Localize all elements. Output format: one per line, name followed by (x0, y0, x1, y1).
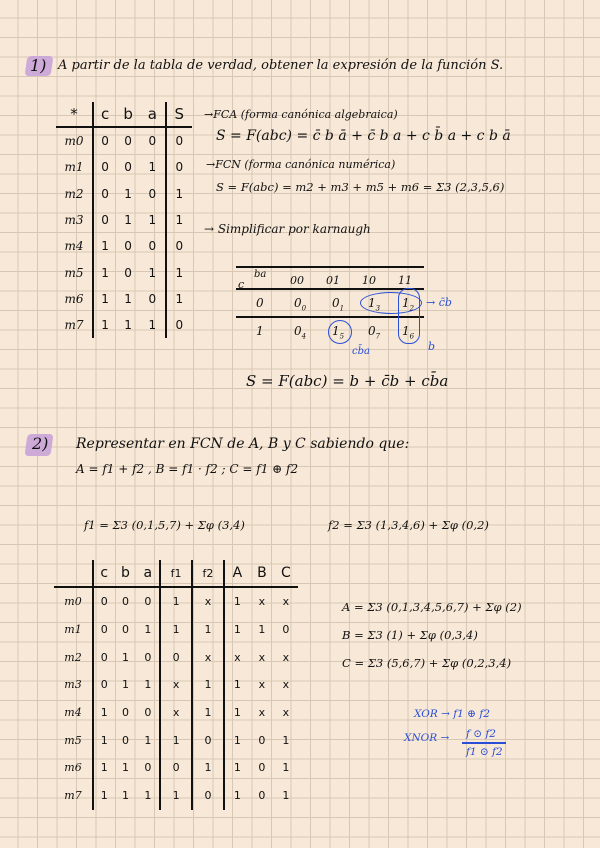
table2-cell: 0 (258, 789, 266, 803)
kmap-group-cba-label: cb̄a (352, 346, 370, 357)
table2-header-c: c (93, 560, 115, 587)
table1-header-b: b (116, 102, 140, 127)
table2-cell: 1 (224, 616, 250, 644)
kmap-col-1: 01 (326, 274, 340, 287)
table2-cell: x (192, 587, 224, 616)
table2-cell: 1 (192, 616, 224, 644)
table2-header-a: a (136, 560, 160, 587)
kmap-group-cba-circle (328, 320, 352, 344)
table2-cell: 0 (122, 623, 129, 637)
table2-row (54, 643, 298, 671)
table2-cell: 1 (258, 623, 266, 637)
table1-cell: m7 (56, 312, 93, 338)
ex2-definitions: A = f1 + f2 , B = f1 · f2 ; C = f1 ⊕ f2 (76, 462, 299, 476)
table1-cell: 1 (148, 265, 157, 280)
table2-cell: 1 (192, 699, 224, 727)
kmap-cell: $0_7$ (368, 324, 381, 341)
ex2-number: 2) (32, 434, 49, 453)
table2-cell: 0 (122, 595, 129, 609)
table1-cell: 1 (101, 265, 109, 280)
karnaugh-label: → Simplificar por karnaugh (204, 222, 371, 236)
table2-cell: 0 (122, 706, 129, 720)
table2-cell: 1 (144, 733, 152, 747)
table1-cell: 1 (148, 318, 157, 333)
table1-cell: 1 (166, 286, 192, 312)
table2-cell: 1 (282, 789, 290, 803)
table2-cell: x (282, 706, 290, 720)
table1-cell: 0 (148, 291, 157, 306)
table2-cell: 1 (224, 782, 250, 810)
kmap-top-line (236, 266, 424, 268)
table2-row (54, 671, 298, 699)
table2-cell: 1 (160, 782, 192, 810)
xnor-label: XNOR → (404, 732, 450, 744)
table1-cell: 0 (148, 239, 157, 254)
kmap-group-b-label: b (428, 340, 436, 353)
table2-cell: m2 (54, 643, 93, 671)
table1-cell: m4 (56, 233, 93, 259)
table2-cell: x (224, 643, 250, 671)
table2-cell: 1 (192, 671, 224, 699)
table1-row (56, 233, 192, 259)
table1-cell: 0 (166, 233, 192, 259)
table2-cell: x (282, 678, 290, 692)
table2-cell: 1 (100, 789, 108, 803)
table1-cell: m2 (56, 181, 93, 207)
table2-row (54, 782, 298, 810)
table2-header-b: b (115, 560, 137, 587)
table2-cell: 0 (160, 643, 192, 671)
xor-note: XOR → f1 ⊕ f2 (414, 708, 490, 720)
kmap-cell: $0_1$ (332, 296, 345, 313)
table2-cell: 1 (160, 616, 192, 644)
kmap-group-cb-label: → c̄b (426, 296, 452, 309)
kmap-cell: $0_0$ (294, 296, 307, 313)
table2-row (54, 726, 298, 754)
table2-header-C: C (274, 560, 298, 587)
table1-cell: 0 (101, 213, 109, 228)
table2-cell: 1 (144, 623, 152, 637)
table2-cell: 0 (258, 761, 266, 775)
table2-cell: x (160, 699, 192, 727)
f1-expression: f1 = Σ3 (0,1,5,7) + Σφ (3,4) (84, 518, 245, 532)
table1-cell: m5 (56, 259, 93, 285)
kmap-cell: $1_5$ (332, 324, 345, 341)
table2-cell: 0 (100, 595, 108, 609)
table2-cell: m1 (54, 616, 93, 644)
fca-label: →FCA (forma canónica algebraica) (204, 108, 398, 121)
table2-cell: 0 (100, 678, 108, 692)
table1-cell: 1 (124, 186, 132, 201)
table1-cell: 0 (124, 160, 132, 175)
kmap-col-3: 11 (398, 274, 412, 287)
table1-cell: 1 (148, 213, 157, 228)
table2-header-f2: f2 (192, 560, 224, 587)
table2-cell: 1 (122, 789, 129, 803)
table1-cell: 1 (101, 239, 109, 254)
table1-cell: 1 (148, 160, 157, 175)
f2-expression: f2 = Σ3 (1,3,4,6) + Σφ (0,2) (328, 518, 489, 532)
table1-row (56, 286, 192, 312)
table2-cell: 1 (144, 789, 152, 803)
table1-cell: 0 (166, 127, 192, 154)
table1-cell: 1 (166, 259, 192, 285)
karnaugh-map (236, 266, 424, 350)
xnor-numerator: f ⊙ f2 (466, 728, 496, 740)
table1-cell: 1 (101, 318, 109, 333)
table2-row (54, 587, 298, 616)
kmap-row-1-label: 1 (256, 324, 264, 338)
table2-cell: 1 (282, 761, 290, 775)
table2-cell: 1 (160, 587, 192, 616)
table2-cell: 1 (122, 650, 129, 664)
table2-cell: 1 (100, 733, 108, 747)
table2-cell: m4 (54, 699, 93, 727)
table2-cell: 0 (100, 623, 108, 637)
kmap-col-0: 00 (290, 274, 304, 287)
table2-header-f1: f1 (160, 560, 192, 587)
kmap-col-2: 10 (362, 274, 376, 287)
table1-row (56, 154, 192, 180)
kmap-cell: $0_4$ (294, 324, 307, 341)
table2-header-B: B (250, 560, 274, 587)
table2-cell: 0 (160, 754, 192, 782)
table2-cell: 1 (144, 678, 152, 692)
table1-cell: 0 (148, 134, 157, 149)
fcn-label: →FCN (forma canónica numérica) (206, 158, 396, 171)
table2-cell: x (160, 671, 192, 699)
kmap-cell: $1_2$ (402, 296, 415, 313)
table2-cell: x (258, 595, 266, 609)
table2-cell: 0 (100, 650, 108, 664)
kmap-row-0-label: 0 (256, 296, 264, 310)
table1-cell: 1 (124, 213, 132, 228)
table2-cell: 1 (224, 587, 250, 616)
table1-cell: m1 (56, 154, 93, 180)
table2-cell: m6 (54, 754, 93, 782)
table1-cell: 1 (166, 181, 192, 207)
table2-cell: 0 (144, 595, 152, 609)
table2-cell: 0 (192, 782, 224, 810)
table2-row (54, 754, 298, 782)
C-expression: C = Σ3 (5,6,7) + Σφ (0,2,3,4) (342, 656, 512, 670)
table1-cell: 0 (166, 154, 192, 180)
table2-cell: m0 (54, 587, 93, 616)
table2-cell: 0 (122, 733, 129, 747)
truth-table-1 (56, 102, 192, 338)
table2-cell: 1 (224, 726, 250, 754)
kmap-cell: $1_3$ (368, 296, 381, 313)
kmap-corner-col: ba (254, 269, 267, 280)
table2-cell: x (258, 650, 266, 664)
table2-cell: 1 (100, 761, 108, 775)
ex1-number: 1) (30, 56, 47, 75)
table1-cell: 0 (124, 239, 132, 254)
table2-cell: m3 (54, 671, 93, 699)
truth-table-2 (54, 560, 298, 810)
table1-cell: 0 (166, 312, 192, 338)
table2-cell: x (258, 706, 266, 720)
table2-cell: 0 (192, 726, 224, 754)
table1-row (56, 312, 192, 338)
table2-cell: x (258, 678, 266, 692)
table2-header-blank (54, 560, 93, 587)
table1-row (56, 181, 192, 207)
table2-cell: m7 (54, 782, 93, 810)
table2-cell: 0 (258, 733, 266, 747)
kmap-mid-line (236, 316, 424, 318)
table1-cell: 0 (124, 134, 132, 149)
fcn-expression: S = F(abc) = m2 + m3 + m5 + m6 = Σ3 (2,3,5,6) (216, 180, 505, 194)
xnor-fraction-bar (462, 742, 506, 744)
table1-cell: m6 (56, 286, 93, 312)
kmap-cell: $1_6$ (402, 324, 415, 341)
fca-expression: S = F(abc) = c̄ b ā + c̄ b a + c b̄ a + c b ā (216, 128, 511, 144)
table2-cell: x (282, 650, 290, 664)
B-expression: B = Σ3 (1) + Σφ (0,3,4) (342, 628, 478, 642)
table2-cell: 1 (224, 754, 250, 782)
table1-cell: 0 (101, 160, 109, 175)
table1-cell: 1 (124, 291, 132, 306)
table2-cell: x (282, 595, 290, 609)
ex2-statement: Representar en FCN de A, B y C sabiendo que: (76, 436, 410, 452)
table1-cell: 1 (101, 291, 109, 306)
kmap-header-line (236, 288, 424, 290)
table1-header-a: a (140, 102, 166, 127)
table2-cell: 1 (122, 678, 129, 692)
table2-header-A: A (224, 560, 250, 587)
table1-row (56, 127, 192, 154)
table1-row (56, 207, 192, 233)
A-expression: A = Σ3 (0,1,3,4,5,6,7) + Σφ (2) (342, 600, 522, 614)
table2-cell: 1 (224, 699, 250, 727)
table2-row (54, 616, 298, 644)
table2-cell: m5 (54, 726, 93, 754)
table1-cell: 1 (166, 207, 192, 233)
kmap-corner-row: c (238, 278, 245, 291)
table2-cell: 1 (122, 761, 129, 775)
table2-cell: 0 (144, 650, 152, 664)
table1-header-c: c (93, 102, 116, 127)
table2-row (54, 699, 298, 727)
table1-cell: 1 (124, 318, 132, 333)
xnor-denominator: f1 ⊙ f2 (466, 746, 503, 758)
table2-cell: 0 (144, 706, 152, 720)
table1-cell: 0 (101, 134, 109, 149)
table1-header-star: * (56, 102, 93, 127)
table1-header-s: S (166, 102, 192, 127)
table1-cell: 0 (148, 186, 157, 201)
table2-cell: 1 (192, 754, 224, 782)
ex1-result: S = F(abc) = b + c̄b + cb̄a (246, 372, 449, 390)
table2-cell: 0 (282, 623, 290, 637)
ex1-statement: A partir de la tabla de verdad, obtener la expresión de la función S. (58, 58, 504, 73)
table2-cell: 1 (100, 706, 108, 720)
table1-row (56, 259, 192, 285)
kmap-group-b-circle (398, 288, 420, 344)
table1-cell: 0 (101, 186, 109, 201)
table2-cell: 1 (224, 671, 250, 699)
table1-cell: m3 (56, 207, 93, 233)
table1-cell: 0 (124, 265, 132, 280)
table2-cell: 0 (144, 761, 152, 775)
table1-cell: m0 (56, 127, 93, 154)
table2-cell: 1 (160, 726, 192, 754)
table2-cell: x (192, 643, 224, 671)
table2-cell: 1 (282, 733, 290, 747)
